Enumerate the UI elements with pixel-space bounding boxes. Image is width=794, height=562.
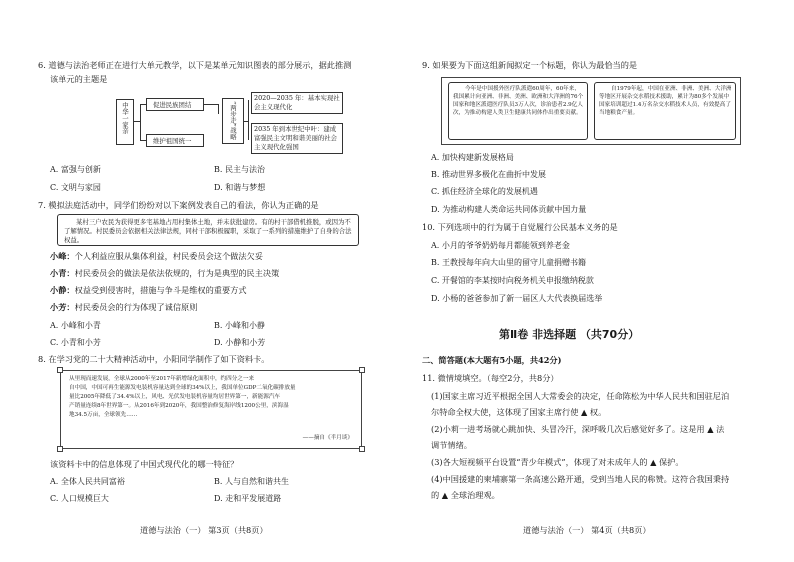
q11-line-1: (1)国家主席习近平根据全国人大常委会的决定，任命陈松为中华人民共和国驻尼泊 bbox=[431, 391, 730, 401]
q7-option-d[interactable]: D. 小静和小芳 bbox=[214, 338, 266, 347]
diagram-left-label: 中华一家亲 bbox=[121, 102, 129, 134]
card-source: ——摘自《半月谈》 bbox=[302, 435, 353, 441]
q7-option-c[interactable]: C. 小青和小芳 bbox=[50, 338, 101, 347]
q9-news-2 bbox=[594, 82, 736, 140]
connector bbox=[248, 100, 249, 140]
q10-stem: 10. 下列选项中的行为属于自觉履行公民基本义务的是 bbox=[422, 222, 618, 232]
diagram-box-2035 bbox=[251, 92, 343, 114]
connector bbox=[218, 104, 219, 114]
q10-option-c[interactable]: C. 开餐馆的李某按时向税务机关申报缴纳税款 bbox=[431, 276, 594, 285]
diagram-left-node bbox=[116, 99, 134, 145]
q9-news-2-text: 自1979年起，中国在亚洲、非洲、美洲、大洋洲等地区开展杂交水稻技术援助，累计为80多个发展中国家培训超过1.4万名杂交水稻技术人员，有效提高了当地粮食产量。 bbox=[599, 86, 732, 116]
q8-question: 该资料卡中的信息体现了中国式现代化的哪一特征？ bbox=[50, 459, 239, 469]
q8-option-b[interactable]: B. 人与自然和谐共生 bbox=[214, 477, 289, 486]
diagram-mid-node bbox=[222, 98, 244, 144]
q7-opinion-4 bbox=[50, 302, 197, 313]
card-corner bbox=[57, 367, 63, 373]
q9-option-a[interactable]: A. 加快构建新发展格局 bbox=[431, 153, 514, 162]
card-line-1: 从里现而速发展，全球从2000年至2017年新增绿化面积中，约四分之一来 bbox=[69, 376, 255, 382]
section-title: 第Ⅱ卷 非选择题 （共70分） bbox=[499, 328, 640, 341]
q6-option-b[interactable]: B. 民主与法治 bbox=[214, 165, 265, 174]
opinion-speaker: 小芳： bbox=[50, 302, 75, 312]
card-line-5: 地34.5万亩，全球领先…… bbox=[69, 412, 138, 418]
q9-news-frame bbox=[441, 77, 741, 145]
q8-option-d[interactable]: D. 走和平发展道路 bbox=[214, 494, 282, 503]
right-page-footer: 道德与法治（一） 第4页（共8页） bbox=[523, 525, 651, 535]
connector bbox=[204, 104, 218, 105]
left-page-footer: 道德与法治（一） 第3页（共8页） bbox=[140, 525, 268, 535]
q11-stem: 11. 微情境填空。（每空2分，共8分） bbox=[422, 373, 559, 383]
connector bbox=[140, 104, 141, 140]
card-line-4: 产销量连续8年世界第一。从2016年到2020年，我国整治修复海岸线1200公里，滨海湿 bbox=[69, 403, 289, 409]
q7-opinion-1 bbox=[50, 251, 263, 262]
q6-option-d[interactable]: D. 和谐与梦想 bbox=[214, 183, 266, 192]
opinion-speaker: 小静： bbox=[50, 285, 75, 295]
card-corner bbox=[359, 367, 365, 373]
q8-stem: 8. 在学习党的二十大精神活动中，小阳同学制作了如下资料卡。 bbox=[38, 354, 270, 364]
q9-news-1-text: 今年是中国援外医疗队派遣60周年，60年来，我国累计向亚洲、非洲、美洲、欧洲和大洋洲的76个国家和地区派遣医疗队员3万人次，诊治患者2.9亿人次，为推动构建人类卫生健康共同体作出重要贡献。 bbox=[453, 86, 584, 116]
card-corner bbox=[57, 446, 63, 452]
q8-option-c[interactable]: C. 人口规模巨大 bbox=[50, 494, 109, 503]
opinion-speaker: 小峰： bbox=[50, 251, 75, 261]
q8-resource-card bbox=[60, 370, 362, 449]
q7-opinion-2 bbox=[50, 268, 279, 279]
q11-line-4: 调节情绪。 bbox=[431, 440, 472, 450]
part-two-heading: 二、简答题(本大题有5小题，共42分) bbox=[422, 355, 562, 365]
q9-news-1 bbox=[448, 82, 588, 140]
q7-case-text: 某村三户农民为获得更多宅基地占用村集体土地，并未获批建房。有的村干部借机推脱，或因为不了解情况。村民委员会依据相关法律法规，同村干部积极履职，采取了一系列的措施维护了自身的合法权益。 bbox=[64, 218, 352, 244]
right-page bbox=[397, 0, 794, 562]
q8-option-a[interactable]: A. 全体人民共同富裕 bbox=[50, 477, 125, 486]
card-line-2: 自中国，中国可再生能源发电装机容量达到全球的34%以上，我国单位GDP二氧化碳排放量 bbox=[69, 385, 296, 391]
diagram-box-unity bbox=[146, 98, 204, 111]
q11-line-6: (4)中国援建的柬埔寨第一条高速公路开通，受到当地人民的称赞。这符合我国秉持 bbox=[431, 474, 730, 484]
diagram-box-unity-text: 促进民族团结 bbox=[153, 101, 192, 109]
q10-option-b[interactable]: B. 王教授每年向大山里的留守儿童捐赠书籍 bbox=[431, 258, 586, 267]
q7-case-box bbox=[57, 214, 359, 246]
q6-option-a[interactable]: A. 富强与创新 bbox=[50, 165, 101, 174]
q6-stem-line1: 6. 道德与法治老师正在进行大单元教学，以下是某单元知识图表的部分展示，据此推测 bbox=[38, 60, 352, 70]
q7-option-a[interactable]: A. 小峰和小青 bbox=[50, 321, 101, 330]
card-line-3: 量比2005年降低了34.4%以上，风电、光伏发电装机容量均居世界第一，新能源汽车 bbox=[69, 394, 281, 400]
q11-line-5: (3)各大短视频平台设置“青少年模式”，体现了对未成年人的 ▲ 保护。 bbox=[431, 457, 684, 467]
q7-opinion-3 bbox=[50, 285, 247, 296]
opinion-text: 权益受到侵害时，措施与争斗是维权的重要方式 bbox=[74, 285, 247, 295]
q10-option-d[interactable]: D. 小杨的爸爸参加了新一届区人大代表换届选举 bbox=[431, 294, 603, 303]
q7-option-b[interactable]: B. 小峰和小静 bbox=[214, 321, 265, 330]
diagram-box-2050 bbox=[251, 123, 343, 154]
q9-option-c[interactable]: C. 抓住经济全球化的发展机遇 bbox=[431, 187, 538, 196]
opinion-speaker: 小青： bbox=[50, 268, 75, 278]
diagram-box-2050-text: 2035 年到本世纪中叶：建成富强民主文明和谐美丽的社会主义现代化强国 bbox=[254, 125, 338, 151]
diagram-mid-label: “两步走”战略 bbox=[229, 101, 237, 140]
q11-line-3: (2)小莉一进考场就心跳加快、头冒冷汗，深呼吸几次后感觉好多了。这是用 ▲ 法 bbox=[431, 424, 725, 434]
q9-option-b[interactable]: B. 推动世界多极化在曲折中发展 bbox=[431, 170, 546, 179]
diagram-box-2035-text: 2020—2035 年：基本实现社会主义现代化 bbox=[254, 94, 340, 111]
opinion-text: 村民委员会的行为体现了诚信原则 bbox=[74, 302, 198, 312]
card-corner bbox=[359, 446, 365, 452]
q7-stem: 7. 模拟法庭活动中，同学们纷纷对以下案例发表自己的看法，你认为正确的是 bbox=[38, 200, 319, 210]
q11-line-7: 的 ▲ 全球治理观。 bbox=[431, 490, 500, 500]
q9-option-d[interactable]: D. 为推动构建人类命运共同体贡献中国力量 bbox=[431, 205, 587, 214]
opinion-text: 个人利益应服从集体利益，村民委员会这个做法欠妥 bbox=[74, 251, 263, 261]
q6-option-c[interactable]: C. 文明与家园 bbox=[50, 183, 101, 192]
q11-line-2: 尔特命全权大使，这体现了国家主席行使 ▲ 权。 bbox=[431, 407, 607, 417]
opinion-text: 村民委员会的做法是依法依规的，行为是典型的民主决策 bbox=[74, 268, 280, 278]
q10-option-a[interactable]: A. 小月的爷爷奶奶每月都能领到养老金 bbox=[431, 241, 570, 250]
diagram-box-reunification bbox=[146, 134, 204, 147]
q6-stem-line2: 该单元的主题是 bbox=[50, 74, 108, 84]
q9-stem: 9. 如果要为下面这组新闻拟定一个标题，你认为最恰当的是 bbox=[422, 60, 638, 70]
diagram-box-reunification-text: 维护祖国统一 bbox=[153, 137, 192, 145]
